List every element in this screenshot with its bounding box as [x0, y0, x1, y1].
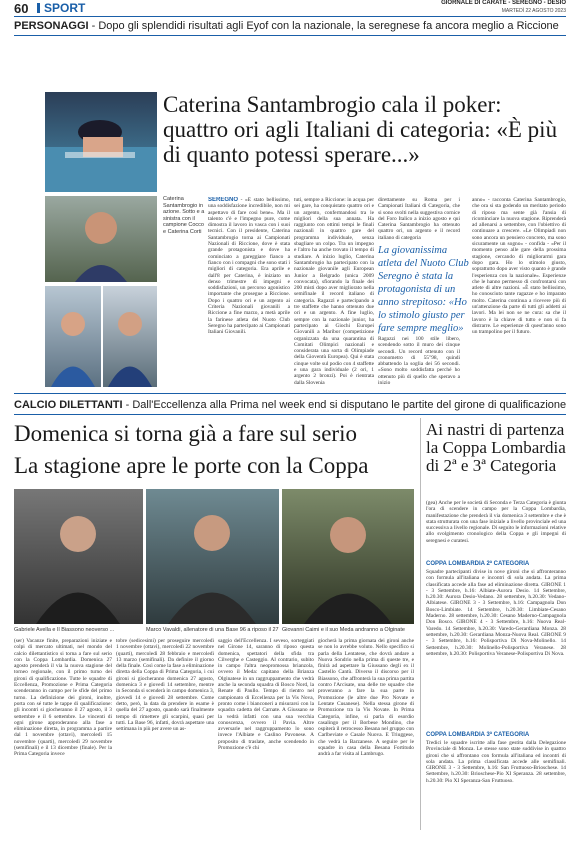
- article2-column-2: tobre (sedicesimi) per proseguire mercoledì 1 novembre (ottavi), mercoledì 22 novembre (quarti), mercoledì 28 febbraio e mercoledì 13 marzo (semifinali). Da definire il giorno della finale. Così come la fase a eliminazione diretta della Coppa di Prima Categoria, i cui gironi si giocheranno domenica 27 agosto, domenica 3 e giovedì 14 settembre, mentre in Seconda si scenderà in campo domenica 3, giovedì 14 e giovedì 28 settembre. Come detto, però, la data da prendere in esame è quella del 27 agosto, quando sarà finalmente tempo di rimettere gli scarpini, quasi per tutti. La Base 96, infatti, dovrà aspettare una settimana in più per avere un as-: [116, 638, 214, 733]
- newspaper-name: GIORNALE DI CARATE - SEREGNO - DESIO: [441, 0, 566, 6]
- sidebar-divider: [420, 418, 421, 830]
- photo-caption-2: Marco Vavaldi, allenatore di una Base 96 a riposo il 27: [146, 627, 279, 633]
- portrait-left-illustration: [45, 286, 101, 387]
- article1-kicker-text: - Dopo gli splendidi risultati agli Eyof con la nazionale, la seregnese fa ancora meglio a Riccione: [91, 20, 559, 32]
- article1-column-1: [208, 197, 290, 389]
- issue-date: MARTEDÌ 22 AGOSTO 2023: [501, 8, 566, 14]
- article2-headline-2: La stagione apre le porte con la Coppa: [14, 453, 369, 478]
- section-label: SPORT: [44, 1, 86, 15]
- article2-column-4: giocherà la prima giornata dei gironi anche se non lo avrebbe voluto. Nello specifico si parla della Lentatese, che dovrà andare a Nuova Sondrio nella prima di queste tre, e finirà ad aspettare la Giussano degli ex il Castello Cantù. Diverso il discorso per il Biassono, che affronterà la sua prima partita contro l'Arcisate, una delle tre squadre che proveranno a fare la sua parte in Promozione (le altre due Pro Novate e Lentate Cusanese). Nella stessa girone di Promozione tra la Vis Novate. In Prima Categoria, infine, si parla di esordio casalingo per il Borbese Mondino, che ospiterà il retrocesso Besana nel gruppo con Carlbeviate e Casale Nuova. E Triuggese, che vedrà la Barzanese. A seguire per le squadre in casa della Besana Fortitudo andrà a far visita al Lambrugo.: [318, 638, 414, 758]
- article2-kicker-text: - Dall'Eccellenza alla Prima nel week end si disputano le partite del girone di qualificazione: [125, 399, 566, 411]
- page-number: 60: [14, 1, 29, 16]
- article1-column-3-bottom: Ragazzi nei 100 stile libero, scendendo sotto il muro dei cinque secondi. Un record ottenuto con il cronometro di 55"98, quindi abbattendo la soglia dei 56 secondi. «Sono molto soddisfatta perché ho ottenuto più di quello che speravo a inizio: [378, 336, 460, 387]
- article1-kicker: [14, 20, 566, 32]
- article1-kicker-label: PERSONAGGI: [14, 20, 89, 32]
- article1-column-1-text: - «È stato bellissimo, una soddisfazione incredibile, non mi aspettavo di fare così bene». Ma il talento c'è e l'impegno pure, come dimostra il lavoro in vasca con i suoi tecnici. Con il presidente, Caterina Santambrogio torna ai Campionati Nazionali di Riccione, dove è stata grande protagonista e dove ha cominciato a gareggiare fianco a fianco con i compagni che sono stati i migliori di categoria. Era aprile e dall'8 per Caterina, è iniziato un denso trimestre di impegni e soddisfazioni, un percorso agonistico importante che prosegue a Riccione. Dopo i quattro ori e un argento ai Criteria Nazionali giovanili a Riccione a fine marzo, a metà aprile la farinese atleta del Nuoto Club Seregno ha partecipato ai Campionati Italiani Giovanili.: [208, 197, 290, 336]
- sidebar-subheading-1: COPPA LOMBARDIA 2ª CATEGORIA: [426, 561, 530, 567]
- kicker-rule: [14, 35, 566, 36]
- article2-column-1: (ser) Vacanze finite, preparazioni iniziate e colpi di mercato ultimati, nel mondo del calcio dilettantistico si torna a fare sul serio con la Coppa Lombardia. Domenica 27 agosto prenderà il via la nuova stagione del torneo regionale, con il primo turno dei gironi di qualificazione. Tutte le squadre di Eccellenza, Promozione e Prima Categoria scenderanno in campo per le sfide del primo turno. La definizione dei gironi, inoltre, porta con sé tutte le tappe di qualificazione: gli incontri si giocheranno il 27 agosto, il 3 settembre e il 6 settembre. Le vincenti di ogni girone approderanno alla fase a eliminazione diretta, in programma a partire dal 1 novembre (ottavi), mercoledì 15 novembre (quarti), mercoledì 29 novembre (semifinali) e il 13 dicembre (finale). Per la Prima Categoria invece: [14, 638, 112, 758]
- swimmer-photo: [45, 92, 157, 192]
- header-rule: [14, 16, 566, 17]
- kicker-rule-2: [14, 414, 566, 415]
- portrait-photo-top: [45, 196, 157, 282]
- section-marker: [37, 3, 40, 13]
- photo-caption-3: Giovanni Caimi e il suo Meda andranno a Olginate: [282, 627, 405, 633]
- coach-2-illustration: [146, 489, 279, 624]
- pull-quote: La giovanissima atleta del Nuoto Club Seregno è stata la protagonista di un anno strepitoso: «Ho lo stimolo giusto per fare sempre meglio»: [378, 245, 469, 334]
- article2-column-3: saggio dell'Eccellenza. I seveso, sorteggiati nel Girone 14, saranno di riposo questa domenica, spettatori della sfida tra Cilverghe e Casteggio. Al contrario, subito in campo l'altra neopromossa brianzola, ovvero il Meda: capitano della Brianza Olginatese in un raggruppamento che vedrà anche la seconda squadra di Bosco Nord, la Renate di Paullo. Tempo di rientro nel campionato di Eccellenza per la Vis Nova, pronto come i bianconeri a misurarsi con la squadra cadetta del Carnate. A Giussano se la vedrà infatti con una sua vecchia conoscenza, ovvero il Pavia. Altre avversarie nel raggruppamento lo sono invece l'Albiate e Caslino Pavonese. A proposito di traslate, anche scendendo in Promozione c'è chi: [218, 638, 314, 752]
- coach-photo-2: [146, 489, 279, 624]
- article1-column-3-top: direttamente su Roma per i Campionati Italiani di Categoria, che si sono svolti nella suggestiva cornice del Foro Italico a inizio agosto e qui Caterina Santambrogio ha ottenuto quattro ori, un argento e il record italiano di categoria: [378, 197, 460, 241]
- coach-3-illustration: [282, 489, 414, 624]
- dateline: SEREGNO: [208, 197, 239, 203]
- sidebar-intro: (gea) Anche per le società di Seconda e Terza Categoria è giunta l'ora di scendere in campo per la Coppa Lombardia, manifestazione che prenderà il via domenica 3 settembre e che è stata strutturata con una fase iniziale a livello provinciale ed una successiva a livello regionale. Di seguito le informazioni relative allo svolgimento cronologico della Coppa e gli impegni di seregnesi e curatesi.: [426, 500, 566, 544]
- portrait-top-illustration: [45, 196, 157, 282]
- article1-headline: Caterina Santambrogio cala il poker: quattro ori agli Italiani di categoria: «È più di quanto potessi sperare...»: [163, 92, 558, 167]
- article1-caption: Caterina Santambrogio in azione. Sotto e a sinistra con il campione Cocco e Caterina Corti: [163, 196, 205, 235]
- portrait-photo-left: [45, 286, 101, 387]
- sidebar-subheading-2: COPPA LOMBARDIA 3ª CATEGORIA: [426, 732, 530, 738]
- sidebar-text-1: Squadre partecipanti divise in nove gironi che si affronteranno con formula all'italiana e incontri di sola andata. La prima classificata accede alla fase ad eliminazione diretta. GIRONE 1 - 3 Settembre, h.16: Albiate-Aurora Desio. 14 Settembre, h.20.30: Aurora Desio-Vedano. 28 settembre, h.20.30: Vedano-Albiatese. GIRONE 3 - 3 Settembre, h.16: Campagnola Don Bosco-Limbiate. 14 Settembre, h.20.30: Limbiate-Cesano Maderno. 28 settembre, h.20.30: Cesano Maderno-Campagnola Don Bosco. GIRONE 4 - 3 Settembre, h.16: Nuova Real-Varedo. 14 Settembre, h.20.30: Varedo-Gerardiana Monza. 28 settembre, h.20.30: Gerardiana Monza-Nuova Real. GIRONE 9 - 3 Settembre, h.16: Polisportiva Di Nova-Molinello. 14 Settembre, h.20.30: Molinello-Polisportiva Veranese. 28 settembre, h.20.30: Polisportiva Veranese-Polisportiva Di Nova.: [426, 569, 566, 657]
- section-divider: [14, 393, 566, 394]
- sidebar-headline: Ai nastri di partenza la Coppa Lombardia di 2ª e 3ª Categoria: [426, 421, 566, 475]
- article2-kicker: [14, 399, 566, 411]
- coach-photo-3: [282, 489, 414, 624]
- article1-column-2: tuti, sempre a Riccione: in acqua per sei gare, ha conquistato quattro ori e un argento, confermandosi tra le migliori della sua annata. Ha raggiunto con ottimi tempi le finali nazionali in quattro gare del programma individuale, senza sbagliare un colpo. Tra un impegno e l'altro ha anche trovato il tempo di studiare. A inizio luglio, Caterina Santambrogio ha partecipato con la nazionale giovanile agli European Junior a Belgrado (unica 2009 convocata), sfiorando la finale dei 200 misti dopo aver migliorato nella semifinale il record italiano di categoria. Ragazzi e partecipando a tre staffette che hanno ottenuto due ori e un argento. A fine luglio, sempre con la nazionale junior, ha partecipato ai Giochi Europei Giovanili a Maribor (competizione organizzata da una quarantina di Comitati Olimpici nazionali e considerata una sorta di Olimpiade della Gioventù Europea). Qui è stata cinque volte sul podio con 4 staffette e una gara individuale (2 ori, 1 argento 2 bronzi). Poi è rientrata dalla Slovenia: [294, 197, 374, 386]
- portrait-right-illustration: [103, 286, 157, 387]
- swimmer-illustration: [45, 92, 157, 192]
- portrait-photo-right: [103, 286, 157, 387]
- coach-photo-1: [14, 489, 143, 624]
- photo-caption-1: Gabriele Avella e Il Biassono neoverso ...: [14, 627, 115, 633]
- sidebar-text-2: Tredici le squadre iscritte alla fase gestita dalla Delegazione Provinciale di Monza. Le stesse sono state suddivise in quattro gironi che si affrontano con formula all'italiana ed incontri di sola andata. La prima classificata accede alle semifinali. GIRONE 3 - 3 Settembre, h.16: San Fruttuoso-Brioschese. 14 Settembre, h.20.30: Brioschese-Pio XI Speranza. 28 settembre, h.20.30: Pio XI Speranza-San Fruttuoso.: [426, 740, 566, 784]
- coach-1-illustration: [14, 489, 143, 624]
- article2-kicker-label: CALCIO DILETTANTI: [14, 399, 123, 411]
- article2-headline-1: Domenica si torna già a fare sul serio: [14, 421, 357, 446]
- article1-column-4: anno» - racconta Caterina Santambrogio, che ora si sta godendo un meritato periodo di riposo ma sente già l'ansia di ricominciare la nuova stagione. Riprenderà ad allenarsi a settembre, con l'obiettivo di continuare a crescere. «Le Olimpiadi non sono ancora un pensiero concreto, ma sono sicuramente un sogno» - confida - «Per il momento penso alle gare della prossima stagione, cercando di migliorarmi gara dopo gara. Ho lo stimolo giusto, soprattutto dopo aver visto quanto è grande l'esperienza con la nazionale». Esperienze che le hanno permesso di confrontarsi con atlete di altre nazioni. «È stato bellissimo, ho conosciuto tante ragazze e ho imparato molto. Caterina continua a ricevere più di un'attenzione da parte di tutti gli addetti ai lavori. Ma lei non se ne cura: sa che il lavoro è la chiave di tutto e non si fa distrarre. Le esperienze di quest'anno sono un trampolino per il futuro.: [472, 197, 566, 336]
